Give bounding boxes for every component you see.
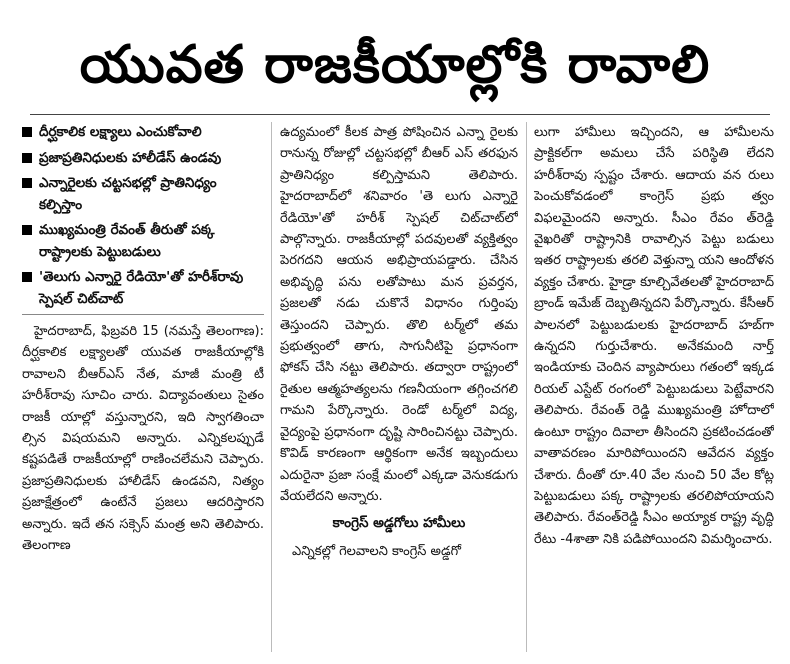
article-text: లుగా హామీలు ఇచ్చిందని, ఆ హామీలను ప్రాక్టికల్‌గా అమలు చేసే పరిస్థితి లేదని హరీశ్‌రావు స్పష్టం చేశారు. ఆదాయ వన రులు పెంచుకోవడంలో కాంగ్రెస్ ప్రభు త్వం విఫలమైందని అన్నారు. సీఎం రేవం త్‌రెడ్డి వైఖరితో రాష్ట్రానికి రావాల్సిన పెట్టు బడులు ఇతర రాష్ట్రాలకు తరలి వెళ్తున్నా యని ఆందోళన వ్యక్తం చేశారు. హైడ్రా కూల్చివేతలతో హైదరాబాద్ బ్రాండ్ ఇమేజ్ దెబ్బతిన్నదని పేర్కొన్నారు. కేసీఆర్ పాలనలో పెట్టుబడులకు హైదరాబాద్ హబ్‌గా ఉన్నదని గుర్తుచేశారు. అనేకమంది నార్త్ ఇండియాకు చెందిన వ్యాపారులు గతంలో ఇక్కడ రియల్ ఎస్టేట్ రంగంలో పెట్టుబడులు పెట్టేవారని తెలిపారు. రేవంత్ రెడ్డి ముఖ్యమంత్రి హోదాలో ఉంటూ రాష్ట్రం దివాలా తీసిందని ప్రకటించడంతో వాతావరణం మారిపోయిందని ఆవేదన వ్యక్తం చేశారు. దీంతో రూ.40 వేల నుంచి 50 వేల కోట్ల పెట్టుబడులు పక్క రాష్ట్రాలకు తరలిపోయాయని తెలిపారు. రేవంత్‌రెడ్డి సీఎం అయ్యాక రాష్ట్ర వృద్ధి రేటు -4శాతా నికి పడిపోయిందని విమర్శించారు. xyxy=(534,125,774,547)
highlights-divider xyxy=(22,314,264,315)
bullet-square-icon xyxy=(22,225,32,235)
highlight-item xyxy=(22,148,264,170)
bullet-square-icon xyxy=(22,178,32,188)
column-3 xyxy=(534,122,774,662)
column-divider-1 xyxy=(271,122,272,652)
article-text: హైదరాబాద్, ఫిబ్రవరి 15 (నమస్తే తెలంగాణ): దీర్ఘకాలిక లక్ష్యాలతో యువత రాజకీయాల్లోకి రావాలని బీఆర్‌ఎస్ నేత, మాజీ మంత్రి టీ హరీశ్‌రావు సూచిం చారు. విద్యావంతులు సైతం రాజకీ యాల్లో వస్తున్నారని, ఇది స్వాగతించా ల్సిన విషయమని అన్నారు. ఎన్నికలప్పుడే కష్టపడితే రాజకీయాల్లో రాణించలేమని చెప్పారు. ప్రజాప్రతినిధులకు హాలీడేస్ ఉండవని, నిత్యం ప్రజాక్షేత్రంలో ఉంటేనే ప్రజలు ఆదరిస్తారని అన్నారు. ఇదే తన సక్సెస్ మంత్ర అని తెలిపారు. తెలంగాణ xyxy=(22,324,264,554)
bullet-square-icon xyxy=(22,272,32,282)
highlight-text: 'తెలుగు ఎన్నారై రేడియో'తో హరీశ్‌రావు స్పెషల్ చిట్‌చాట్ xyxy=(39,269,244,307)
highlight-text: ప్రజాప్రతినిధులకు హాలీడేస్ ఉండవు xyxy=(39,149,222,166)
highlight-text: దీర్ఘకాలిక లక్ష్యాలు ఎంచుకోవాలి xyxy=(39,124,202,140)
subheading: కాంగ్రెస్ అడ్డగోలు హామీలు xyxy=(332,515,466,532)
highlight-item xyxy=(22,267,264,310)
headline: యువత రాజకీయాల్లోకి రావాలి xyxy=(79,35,711,95)
bullet-square-icon xyxy=(22,127,32,137)
highlight-item xyxy=(22,122,264,144)
headline-divider xyxy=(30,114,770,115)
article-text: ఎన్నికల్లో గెలవాలని కాంగ్రెస్ అడ్డగో xyxy=(292,543,461,559)
bullet-square-icon xyxy=(22,153,32,163)
highlight-item xyxy=(22,220,264,263)
highlight-text: ఎన్నారైలకు చట్టసభల్లో ప్రాతినిధ్యం కల్పిస్తాం xyxy=(39,175,217,213)
highlight-item xyxy=(22,173,264,216)
column-2 xyxy=(280,122,518,662)
column-divider-2 xyxy=(526,122,527,652)
highlight-text: ముఖ్యమంత్రి రేవంత్ తీరుతో పక్క రాష్ట్రాలకు పెట్టుబడులు xyxy=(39,222,215,260)
column-1 xyxy=(22,122,264,662)
article-text: ఉద్యమంలో కీలక పాత్ర పోషించిన ఎన్నా రైలకు రానున్న రోజుల్లో చట్టసభల్లో బీఆర్ ఎస్ తరఫున ప్రాతినిధ్యం కల్పిస్తామని తెలిపారు. హైదరాబాద్‌లో శనివారం 'తె లుగు ఎన్నారై రేడియో'తో హరీశ్ స్పెషల్ చిట్‌చాట్‌లో పాల్గొన్నారు. రాజకీయాల్లో పదవులతో వ్యక్తిత్వం పెరగదని ఆయన అభిప్రాయపడ్డారు. చేసిన అభివృద్ధి పను లతోపాటు మన ప్రవర్తన, ప్రజలతో నడు చుకొనే విధానం గుర్తింపు తెస్తుందని చెప్పారు. తొలి టర్మ్‌లో తమ ప్రభుత్వంలో తాగు, సాగునీటిపై ప్రధానంగా ఫోకస్ చేసి నట్టు తెలిపారు. తద్వారా రాష్ట్రంలో రైతుల ఆత్మహత్యలను గణనీయంగా తగ్గించగలి గామని పేర్కొన్నారు. రెండో టర్మ్‌లో విద్య, వైద్యంపై ప్రధానంగా దృష్టి సారించినట్టు చెప్పారు. కొవిడ్ కారణంగా ఆర్థికంగా అనేక ఇబ్బందులు ఎదురైనా ప్రజా సంక్షే మంలో ఎక్కడా వెనుకడుగు వేయలేదని అన్నారు. xyxy=(280,125,518,504)
